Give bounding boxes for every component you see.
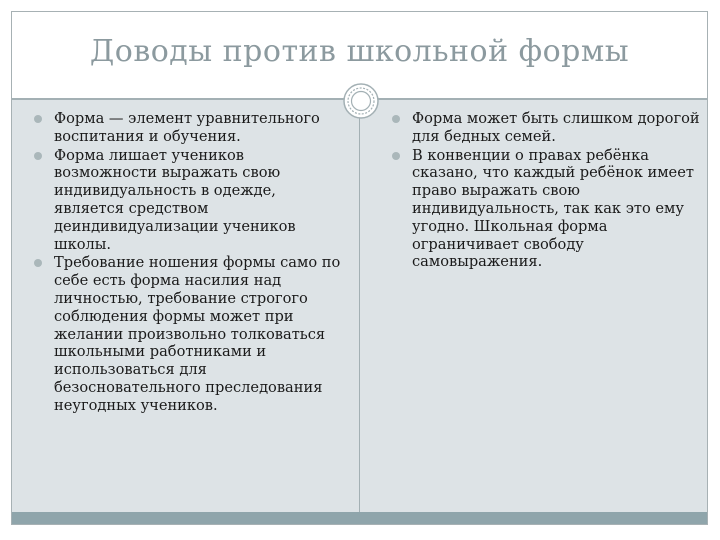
list-item-text: Форма может быть слишком дорогой для бедных семей. (412, 110, 700, 145)
circle-bullet-icon (34, 152, 42, 160)
circle-bullet-icon (34, 115, 42, 123)
circle-bullet-icon (34, 259, 42, 267)
list-item (26, 110, 346, 146)
list-item (384, 110, 704, 146)
list-item (384, 147, 704, 272)
ornamental-circle-icon (343, 83, 379, 119)
column-divider (359, 100, 360, 512)
slide-title: Доводы против школьной формы (89, 34, 630, 69)
list-item-text: Требование ношения формы само по себе есть форма насилия над личностью, требование строгого соблюдения формы может при желании произвольно толковаться школьными работниками и использоваться для безосновательного преследования неугодных учеников. (54, 254, 341, 414)
list-item-text: В конвенции о правах ребёнка сказано, что каждый ребёнок имеет право выражать свою индивидуальность, так как это ему угодно. Школьная форма ограничивает свободу самовыражения. (412, 146, 694, 271)
list-item (26, 254, 346, 414)
footer-bar (12, 512, 707, 524)
list-item-text: Форма — элемент уравнительного воспитания и обучения. (54, 110, 320, 145)
list-item-text: Форма лишает учеников возможности выражать свою индивидуальность в одежде, является средством деиндивидуализации учеников школы. (54, 146, 296, 253)
right-column (384, 110, 704, 272)
slide-frame (11, 11, 708, 525)
list-item (26, 147, 346, 254)
circle-bullet-icon (392, 152, 400, 160)
left-column (26, 110, 346, 416)
circle-bullet-icon (392, 115, 400, 123)
